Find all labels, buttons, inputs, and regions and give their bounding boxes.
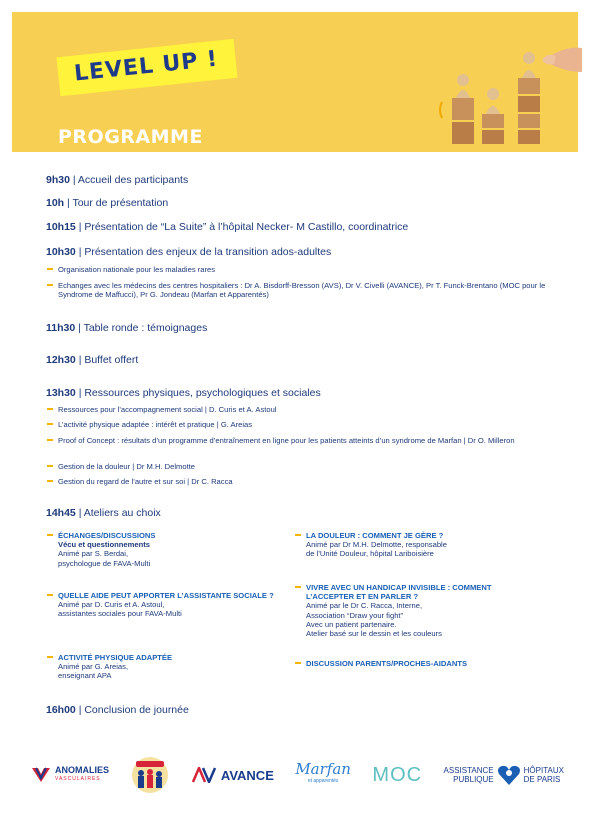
atelier-handicap-invisible (294, 583, 534, 638)
schedule-time: 14h45 (46, 507, 76, 519)
schedule-time: 16h00 (46, 704, 76, 716)
atelier-activite-physique (46, 653, 286, 681)
atelier-line: de l’Unité Douleur, hôpital Lariboisière (306, 549, 434, 559)
aphp-text-1: ASSISTANCE (443, 766, 494, 775)
atelier-line: Animé par le Dr C. Racca, Interne, (306, 601, 423, 611)
schedule-item-10h (46, 197, 168, 210)
marfan-sub-text: et apparentés (307, 778, 339, 784)
schedule-time: 11h30 (46, 322, 76, 334)
atelier-title: ÉCHANGES/DISCUSSIONS (58, 531, 156, 540)
header-banner (12, 12, 578, 152)
level-up-badge: LEVEL UP ! (56, 39, 238, 96)
anomalies-vasculaires-logo (30, 764, 109, 786)
aphp-text-4: DE PARIS (523, 775, 561, 784)
anomalies-text: ANOMALIES (55, 765, 109, 775)
atelier-line: enseignant APA (58, 671, 112, 681)
moc-logo (372, 764, 422, 787)
schedule-time: 9h30 (46, 174, 70, 186)
avance-text: AVANCE (220, 767, 274, 783)
schedule-item-0930 (46, 174, 188, 187)
atelier-douleur (294, 531, 534, 559)
atelier-line: Animé par D. Curis et A. Astoul, (58, 600, 165, 610)
schedule-item-1445 (46, 507, 161, 520)
atelier-parents-proches (294, 659, 534, 668)
schedule-text: | Présentation des enjeux de la transition ados-adultes (75, 246, 332, 258)
schedule-text: | Accueil des participants (69, 174, 189, 186)
atelier-line: assistantes sociales pour FAVA-Multi (58, 609, 182, 619)
schedule-time: 13h30 (46, 387, 76, 399)
schedule-time: 10h15 (46, 221, 76, 233)
list-item: L’activité physique adaptée : intérêt et pratique | G. Areias (46, 420, 556, 429)
partner-logos (30, 744, 564, 806)
aphp-heart-icon (497, 764, 521, 786)
moc-text: MOC (372, 763, 423, 786)
schedule-item-1015 (46, 221, 408, 234)
atelier-title: QUELLE AIDE PEUT APPORTER L’ASSISTANTE SOCIALE ? (58, 591, 274, 600)
atelier-assistante-sociale (46, 591, 286, 619)
list-item: Gestion de la douleur | Dr M.H. Delmotte (46, 462, 556, 471)
atelier-line: psychologue de FAVA-Multi (58, 558, 151, 568)
atelier-line: Animé par S. Berdai, (58, 549, 129, 559)
atelier-echanges (46, 531, 286, 568)
wooden-blocks-illustration (432, 38, 582, 150)
schedule-item-1330 (46, 387, 321, 400)
schedule-item-1130 (46, 322, 207, 335)
schedule-text: | Tour de présentation (64, 197, 169, 209)
aphp-text-2: PUBLIQUE (453, 775, 494, 784)
atelier-line: Association “Draw your fight” (306, 610, 404, 620)
atelier-line: Animé par G. Areias, (58, 662, 129, 672)
anomalies-sub-text: VASCULAIRES (55, 776, 101, 782)
schedule-time: 10h (46, 197, 65, 209)
family-figures-icon (130, 755, 170, 795)
anomalies-mark-icon (30, 764, 52, 786)
schedule-item-1030 (46, 246, 331, 259)
marfan-text: Marfan (295, 760, 351, 778)
atelier-line: Animé par Dr M.H. Delmotte, responsable (306, 540, 447, 550)
atelier-line: Avec un patient partenaire. (306, 619, 397, 629)
schedule-text: | Ressources physiques, psychologiques et sociales (75, 387, 321, 399)
schedule-time: 12h30 (46, 354, 76, 366)
avance-logo (192, 767, 274, 783)
atelier-line: Atelier basé sur le dessin et les couleurs (306, 629, 442, 639)
aphp-text-3: HÔPITAUX (523, 766, 564, 775)
aphp-logo (444, 764, 564, 786)
schedule-item-1600 (46, 704, 189, 717)
list-item: Organisation nationale pour les maladies rares (46, 265, 556, 274)
schedule-text: | Buffet offert (75, 354, 139, 366)
atelier-title: ACTIVITÉ PHYSIQUE ADAPTÉE (58, 653, 173, 662)
list-item: Ressources pour l’accompagnement social | D. Curis et A. Astoul (46, 405, 556, 414)
schedule-text: | Ateliers au choix (75, 507, 161, 519)
atelier-subtitle: Vécu et questionnements (58, 540, 150, 550)
atelier-title: LA DOULEUR : COMMENT JE GÈRE ? (306, 531, 444, 540)
page-title: PROGRAMME (58, 126, 203, 148)
avance-mark-icon (192, 767, 218, 783)
marfan-logo (295, 760, 351, 787)
family-association-logo (130, 755, 170, 795)
schedule-text: | Conclusion de journée (75, 704, 189, 716)
list-item: Proof of Concept : résultats d’un programme d’entraînement en ligne pour les patients atteints d’un syndrome de Marfan | Dr O. Milleron (46, 436, 556, 445)
atelier-title: DISCUSSION PARENTS/PROCHES-AIDANTS (306, 659, 468, 668)
schedule-item-1230 (46, 354, 138, 367)
list-item: Gestion du regard de l’autre et sur soi | Dr C. Racca (46, 477, 556, 486)
atelier-title: VIVRE AVEC UN HANDICAP INVISIBLE : COMMENT L’ACCEPTER ET EN PARLER ? (306, 583, 492, 602)
list-item: Echanges avec les médecins des centres hospitaliers : Dr A. Bisdorff-Bresson (AVS), Dr V. Civelli (AVANCE), Pr T. Funck-Brentano (MOC pour le Syndrome de Maffucci), Pr G. Jondeau (Marfan et Apparentés) (46, 281, 561, 299)
schedule-text: | Table ronde : témoignages (75, 322, 208, 334)
schedule-time: 10h30 (46, 246, 76, 258)
schedule-text: | Présentation de “La Suite” à l’hôpital Necker- M Castillo, coordinatrice (75, 221, 409, 233)
